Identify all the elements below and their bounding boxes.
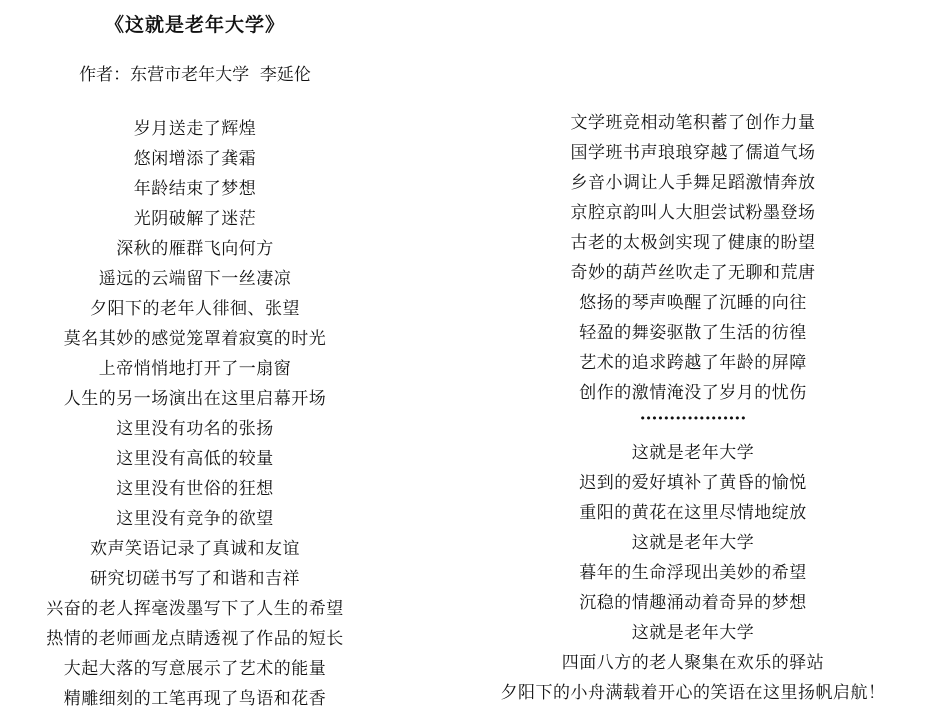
poem-line: 京腔京韵叫人大胆尝试粉墨登场 (570, 203, 816, 223)
poem-line: 岁月送走了辉煌 (133, 119, 257, 139)
poem-line: 这里没有竞争的欲望 (116, 509, 274, 529)
poem-line: 这就是老年大学 (631, 443, 755, 463)
poem-line: 重阳的黄花在这里尽情地绽放 (579, 503, 807, 523)
poem-line: 遥远的云端留下一丝凄凉 (98, 269, 292, 289)
poem-line: 欢声笑语记录了真诚和友谊 (90, 539, 300, 559)
poem-line: 大起大落的写意展示了艺术的能量 (63, 659, 327, 679)
poem-title: 《这就是老年大学》 (104, 14, 285, 36)
left-column (0, 114, 390, 714)
poem-line: 研究切磋书写了和谐和吉祥 (90, 569, 300, 589)
poem-line: 人生的另一场演出在这里启幕开场 (63, 389, 327, 409)
poem-line: 艺术的追求跨越了年龄的屏障 (579, 353, 807, 373)
poem-line: 这里没有世俗的狂想 (116, 479, 274, 499)
poem-line: 迟到的爱好填补了黄昏的愉悦 (579, 473, 807, 493)
poem-line: 暮年的生命浮现出美妙的希望 (579, 563, 807, 583)
right-column (450, 108, 936, 708)
poem-line: 创作的激情淹没了岁月的忧伤 (579, 383, 807, 403)
poem-line: 这就是老年大学 (631, 533, 755, 553)
poem-line: 热情的老师画龙点睛透视了作品的短长 (46, 629, 344, 649)
poem-line: 年龄结束了梦想 (133, 179, 257, 199)
poem-line: 光阴破解了迷茫 (133, 209, 257, 229)
poem-line: 乡音小调让人手舞足蹈激情奔放 (570, 173, 816, 193)
poem-line: 深秋的雁群飞向何方 (116, 239, 274, 259)
poem-line: 上帝悄悄地打开了一扇窗 (98, 359, 292, 379)
poem-line: 悠扬的琴声唤醒了沉睡的向往 (579, 293, 807, 313)
poem-line: 夕阳下的老年人徘徊、张望 (90, 299, 300, 319)
poem-line: 奇妙的葫芦丝吹走了无聊和荒唐 (570, 263, 816, 283)
poem-line: 轻盈的舞姿驱散了生活的彷徨 (579, 323, 807, 343)
poem-author: 作者：东营市老年大学 李延伦 (79, 65, 311, 85)
poem-line: 国学班书声琅琅穿越了儒道气场 (570, 143, 816, 163)
poem-line: 精雕细刻的工笔再现了鸟语和花香 (63, 689, 327, 709)
poem-line: 沉稳的情趣涌动着奇异的梦想 (579, 593, 807, 613)
poem-line: 夕阳下的小舟满载着开心的笑语在这里扬帆启航！ (500, 683, 886, 703)
poem-line: 莫名其妙的感觉笼罩着寂寞的时光 (63, 329, 327, 349)
poem-line: 这里没有高低的较量 (116, 449, 274, 469)
poem-line: 这就是老年大学 (631, 623, 755, 643)
poem-line: 古老的太极剑实现了健康的盼望 (570, 233, 816, 253)
poem-line: 这里没有功名的张扬 (116, 419, 274, 439)
poem-line: 文学班竞相动笔积蓄了创作力量 (570, 113, 816, 133)
dotted-separator: ·················· (639, 409, 747, 429)
poem-line: 悠闲增添了龚霜 (133, 149, 257, 169)
poem-line: 兴奋的老人挥毫泼墨写下了人生的希望 (46, 599, 344, 619)
poem-line: 四面八方的老人聚集在欢乐的驿站 (561, 653, 825, 673)
